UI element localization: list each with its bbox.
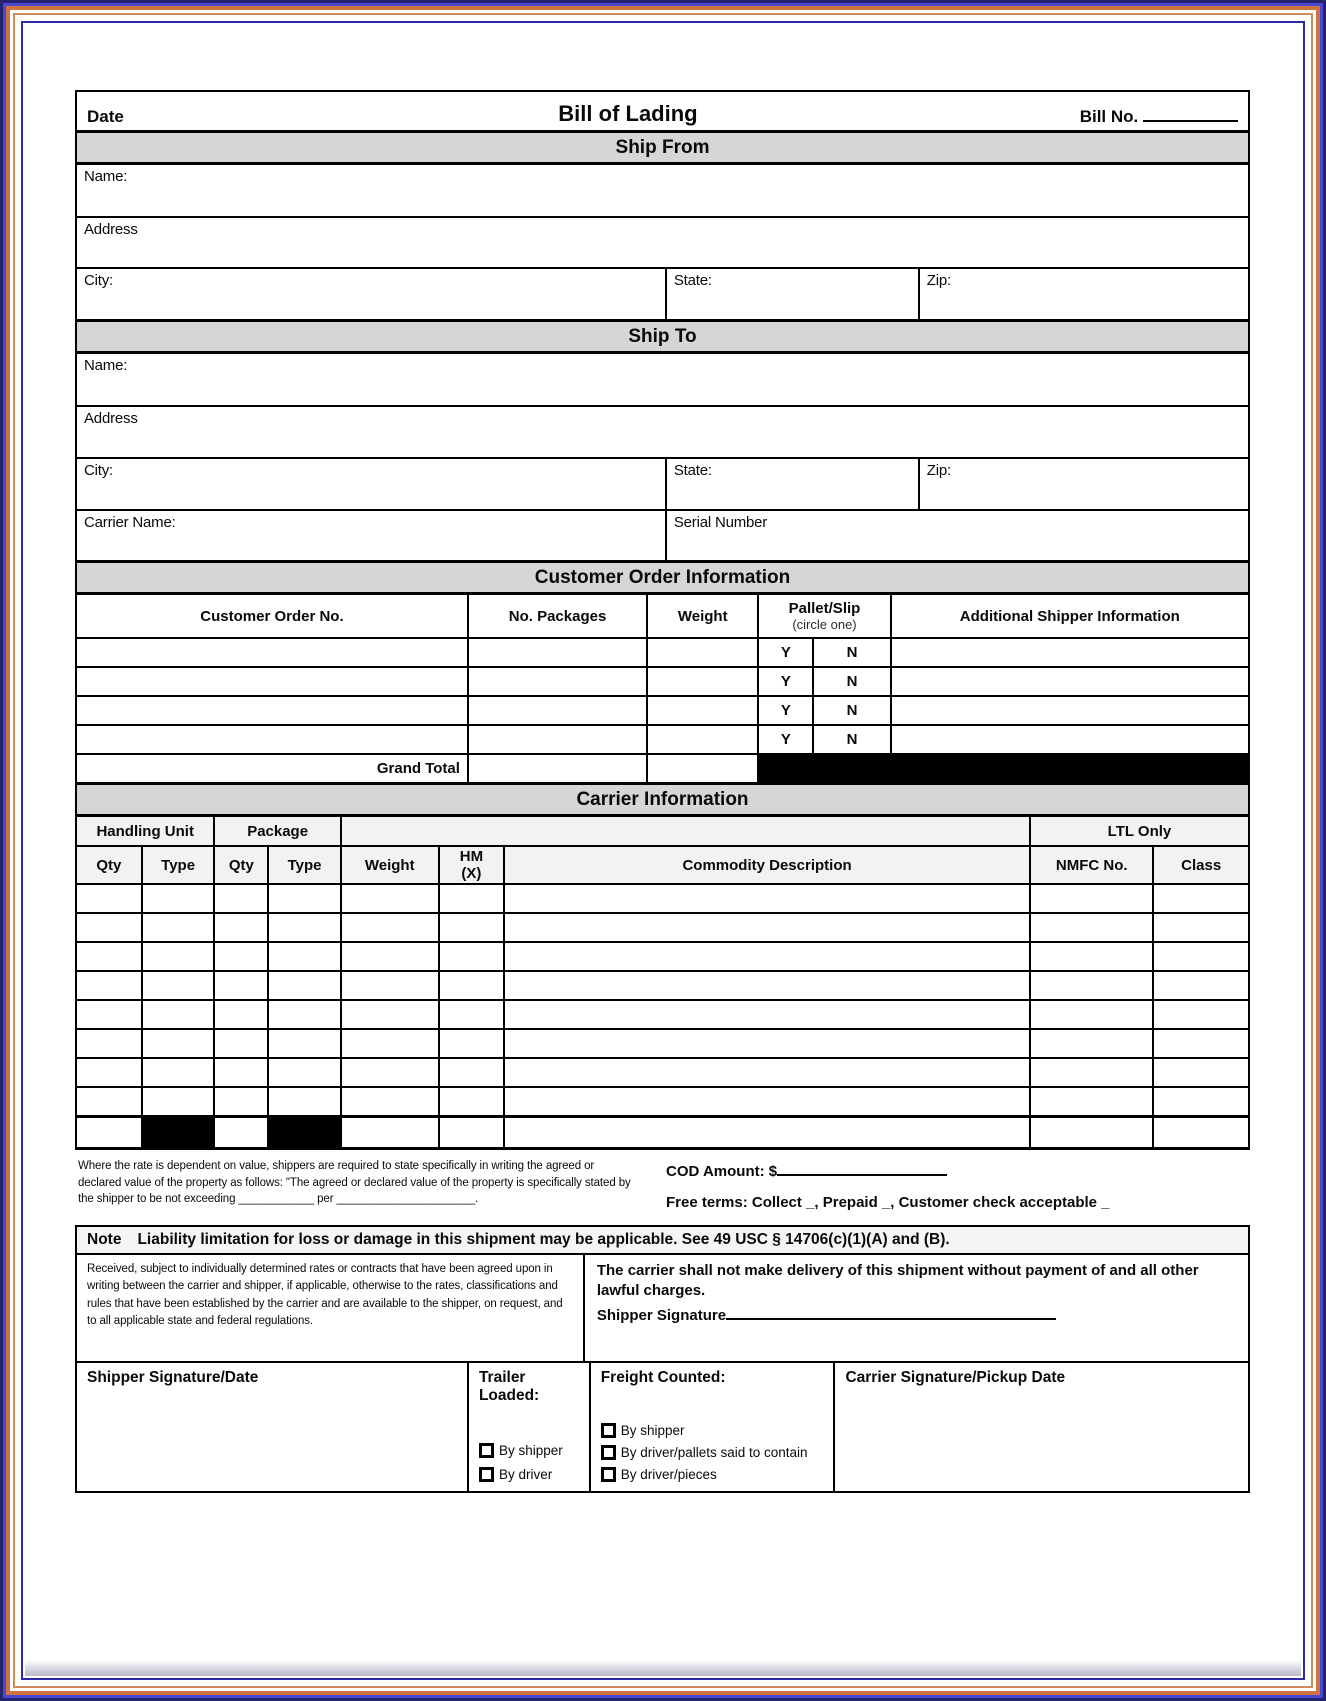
- note-text: Liability limitation for loss or damage in this shipment may be applicable. See 49 USC § 14706(c)(1)(A) and (B).: [137, 1231, 950, 1248]
- type-field[interactable]: [141, 1001, 214, 1028]
- carrier-signature-pickup-cell[interactable]: [833, 1363, 1248, 1491]
- terms-row: [77, 1255, 1248, 1361]
- col-header-hm: HM: [459, 848, 484, 865]
- type-field[interactable]: [267, 1088, 340, 1115]
- type-field[interactable]: [141, 1030, 214, 1057]
- trailer-loaded-options: [479, 1443, 579, 1482]
- table-row: [77, 354, 1248, 405]
- checkbox-icon[interactable]: [601, 1445, 616, 1460]
- carrier-row: [77, 1086, 1248, 1115]
- page-title: Bill of Lading: [558, 101, 698, 126]
- col-header-nmfc: NMFC No.: [1055, 856, 1128, 874]
- type-field[interactable]: [267, 943, 340, 970]
- qty-field[interactable]: [77, 972, 141, 999]
- table-row: [77, 267, 1248, 319]
- nmfc-field[interactable]: [1029, 1088, 1153, 1115]
- ship-from-city-field[interactable]: [77, 269, 665, 319]
- bill-no-label: Bill No.: [893, 107, 1238, 127]
- grand-total-row: [77, 753, 1248, 782]
- col-header-additional-info: Additional Shipper Information: [959, 607, 1180, 625]
- qty-field[interactable]: [213, 1001, 267, 1028]
- address-label: Address: [84, 221, 138, 238]
- order-no-field[interactable]: [77, 697, 467, 724]
- declared-value-zone: [75, 1150, 1250, 1225]
- hm-field[interactable]: [438, 1088, 504, 1115]
- carrier-row: [77, 970, 1248, 999]
- weight-field[interactable]: [340, 914, 438, 941]
- qty-field[interactable]: [77, 1088, 141, 1115]
- hm-field: [438, 1118, 504, 1147]
- carrier-row: [77, 1057, 1248, 1086]
- qty-field[interactable]: [213, 914, 267, 941]
- hm-field[interactable]: [438, 1059, 504, 1086]
- cod-amount-field[interactable]: [777, 1162, 947, 1176]
- col-header-packages: No. Packages: [508, 607, 607, 625]
- freight-counted-options: [601, 1423, 824, 1482]
- commodity-field[interactable]: [503, 1030, 1029, 1057]
- pallet-yes-option[interactable]: Y: [757, 726, 812, 753]
- serial-number-field[interactable]: [665, 511, 1248, 560]
- col-header-qty: Qty: [96, 856, 122, 874]
- nmfc-field[interactable]: [1029, 885, 1153, 912]
- type-field[interactable]: [267, 1001, 340, 1028]
- group-header-package: Package: [213, 817, 339, 845]
- additional-info-field[interactable]: [890, 668, 1248, 695]
- col-header-pallet-slip: Pallet/Slip: [788, 600, 861, 617]
- checkbox-label: By shipper: [620, 1423, 685, 1438]
- qty-field[interactable]: [213, 943, 267, 970]
- free-terms-line[interactable]: Free terms: Collect _, Prepaid _, Customer check acceptable _: [666, 1194, 1110, 1211]
- section-bar-ship-to: Ship To: [77, 319, 1248, 354]
- class-field[interactable]: [1152, 1001, 1247, 1028]
- commodity-field[interactable]: [503, 885, 1029, 912]
- main-table: [75, 90, 1250, 1150]
- col-header-weight: Weight: [677, 607, 728, 625]
- city-label: City:: [84, 272, 114, 289]
- carrier-column-header-row: [77, 845, 1248, 883]
- carrier-row: [77, 912, 1248, 941]
- checkbox-icon[interactable]: [479, 1467, 494, 1482]
- col-header-order-no: Customer Order No.: [200, 607, 344, 625]
- shipper-signature-date-label: Shipper Signature/Date: [87, 1369, 259, 1386]
- weight-field[interactable]: [646, 639, 757, 666]
- table-row: [77, 165, 1248, 216]
- packages-field[interactable]: [467, 639, 646, 666]
- commodity-field[interactable]: [503, 972, 1029, 999]
- order-no-field[interactable]: [77, 668, 467, 695]
- nmfc-field[interactable]: [1029, 1030, 1153, 1057]
- nmfc-field[interactable]: [1029, 1059, 1153, 1086]
- shipper-signature-field[interactable]: [726, 1306, 1056, 1320]
- weight-field[interactable]: [646, 697, 757, 724]
- grand-total-label: Grand Total: [376, 760, 460, 777]
- date-label: Date: [87, 107, 124, 126]
- note-label: Note: [87, 1231, 122, 1248]
- type-field[interactable]: [267, 1030, 340, 1057]
- shipper-signature-line: Shipper Signature: [597, 1306, 1236, 1326]
- freight-counted-cell: [589, 1363, 834, 1491]
- checkbox-label: By driver/pallets said to contain: [620, 1445, 808, 1460]
- group-header-handling-unit: Handling Unit: [96, 822, 194, 840]
- table-row: [77, 405, 1248, 457]
- checkbox-label: By driver: [498, 1467, 553, 1482]
- ship-from-zip-field[interactable]: [918, 269, 1248, 319]
- class-field[interactable]: [1152, 1059, 1247, 1086]
- ship-from-state-field[interactable]: [665, 269, 918, 319]
- freight-by-driver-pallets-option[interactable]: [601, 1445, 824, 1460]
- commodity-field[interactable]: [503, 1059, 1029, 1086]
- class-field[interactable]: [1152, 885, 1247, 912]
- qty-field[interactable]: [213, 1088, 267, 1115]
- section-bar-ship-from: Ship From: [77, 130, 1248, 165]
- nmfc-field[interactable]: [1029, 943, 1153, 970]
- weight-field[interactable]: [646, 668, 757, 695]
- commodity-field[interactable]: [503, 914, 1029, 941]
- order-no-field[interactable]: [77, 726, 467, 753]
- ship-to-zip-field[interactable]: [918, 459, 1248, 509]
- checkbox-icon[interactable]: [601, 1467, 616, 1482]
- pallet-yes-option[interactable]: Y: [757, 639, 812, 666]
- serial-number-label: Serial Number: [673, 514, 768, 531]
- grand-total-weight-field[interactable]: [646, 755, 757, 782]
- declared-value-text: Where the rate is dependent on value, shippers are required to state specifically in writing the agreed or declared value of the property as follows: "The agreed or declared value of the property is specifically stated by the shipper to be not exceeding ____________ per ______________________.: [78, 1160, 631, 1206]
- form-header-row: [77, 92, 1248, 130]
- qty-field[interactable]: [213, 1030, 267, 1057]
- additional-info-field[interactable]: [890, 726, 1248, 753]
- customer-order-header-row: [77, 595, 1248, 637]
- freight-counted-label: Freight Counted:: [600, 1369, 726, 1386]
- bill-no-field[interactable]: [1143, 108, 1238, 122]
- carrier-signature-pickup-label: Carrier Signature/Pickup Date: [845, 1369, 1066, 1386]
- nmfc-field: [1029, 1118, 1153, 1147]
- table-row: [77, 509, 1248, 560]
- freight-by-driver-pieces-option[interactable]: [601, 1467, 824, 1482]
- terms-signature-block: [75, 1255, 1250, 1493]
- pallet-yes-option[interactable]: Y: [757, 668, 812, 695]
- checkbox-icon[interactable]: [601, 1423, 616, 1438]
- type-field[interactable]: [141, 885, 214, 912]
- shipper-signature-date-cell[interactable]: [77, 1363, 467, 1491]
- section-bar-customer-order: Customer Order Information: [77, 560, 1248, 595]
- additional-info-field[interactable]: [890, 697, 1248, 724]
- col-header-circle-one: (circle one): [792, 617, 857, 632]
- type-field[interactable]: [141, 1059, 214, 1086]
- qty-field[interactable]: [213, 885, 267, 912]
- customer-order-row: [77, 637, 1248, 666]
- nmfc-field[interactable]: [1029, 972, 1153, 999]
- state-label: State:: [673, 272, 712, 289]
- nmfc-field[interactable]: [1029, 914, 1153, 941]
- class-field[interactable]: [1152, 972, 1247, 999]
- col-header-type: Type: [287, 856, 322, 874]
- weight-field[interactable]: [340, 972, 438, 999]
- name-label: Name:: [84, 168, 128, 185]
- type-field[interactable]: [267, 914, 340, 941]
- additional-info-field[interactable]: [890, 639, 1248, 666]
- packages-field[interactable]: [467, 726, 646, 753]
- class-field[interactable]: [1152, 1030, 1247, 1057]
- hm-field[interactable]: [438, 1001, 504, 1028]
- grand-total-packages-field[interactable]: [467, 755, 646, 782]
- liability-note-bar: [75, 1225, 1250, 1255]
- page-bottom-shade: [25, 1660, 1301, 1676]
- signature-row: [77, 1361, 1248, 1491]
- carrier-group-header-row: [77, 817, 1248, 845]
- section-bar-carrier: Carrier Information: [77, 782, 1248, 817]
- pallet-yes-option[interactable]: Y: [757, 697, 812, 724]
- blacked-out-cell: [141, 1118, 214, 1147]
- qty-field[interactable]: [213, 1059, 267, 1086]
- carrier-row: [77, 941, 1248, 970]
- qty-field: [77, 1118, 141, 1147]
- carrier-blackout-row: [77, 1115, 1248, 1147]
- type-field[interactable]: [141, 943, 214, 970]
- carrier-delivery-text: The carrier shall not make delivery of this shipment without payment of and all other lawful charges.: [596, 1262, 1199, 1300]
- customer-order-row: [77, 695, 1248, 724]
- qty-field: [213, 1118, 267, 1147]
- weight-field: [340, 1118, 438, 1147]
- weight-field[interactable]: [340, 1030, 438, 1057]
- blacked-out-cell: [757, 755, 1248, 782]
- blacked-out-cell: [267, 1118, 340, 1147]
- trailer-loaded-cell: [467, 1363, 589, 1491]
- zip-label: Zip:: [926, 462, 951, 479]
- type-field[interactable]: [267, 885, 340, 912]
- weight-field[interactable]: [340, 885, 438, 912]
- type-field[interactable]: [267, 972, 340, 999]
- qty-field[interactable]: [77, 1030, 141, 1057]
- commodity-field[interactable]: [503, 1001, 1029, 1028]
- carrier-row: [77, 999, 1248, 1028]
- carrier-delivery-cell: [583, 1255, 1248, 1361]
- commodity-field[interactable]: [503, 1088, 1029, 1115]
- weight-field[interactable]: [340, 1001, 438, 1028]
- table-row: [77, 216, 1248, 267]
- trailer-by-shipper-option[interactable]: [479, 1443, 579, 1458]
- hm-field[interactable]: [438, 885, 504, 912]
- commodity-field: [503, 1118, 1029, 1147]
- ship-to-name-field[interactable]: [77, 354, 1248, 405]
- type-field[interactable]: [141, 914, 214, 941]
- carrier-row: [77, 1028, 1248, 1057]
- type-field[interactable]: [267, 1059, 340, 1086]
- freight-by-shipper-option[interactable]: [601, 1423, 824, 1438]
- checkbox-icon[interactable]: [479, 1443, 494, 1458]
- checkbox-label: By shipper: [498, 1443, 563, 1458]
- carrier-name-label: Carrier Name:: [84, 514, 176, 531]
- carrier-name-field[interactable]: [77, 511, 665, 560]
- qty-field[interactable]: [77, 885, 141, 912]
- weight-field[interactable]: [340, 1088, 438, 1115]
- customer-order-row: [77, 724, 1248, 753]
- class-field: [1152, 1118, 1247, 1147]
- checkbox-label: By driver/pieces: [620, 1467, 717, 1482]
- weight-field[interactable]: [646, 726, 757, 753]
- qty-field[interactable]: [77, 1001, 141, 1028]
- ship-from-address-field[interactable]: [77, 218, 1248, 267]
- class-field[interactable]: [1152, 914, 1247, 941]
- weight-field[interactable]: [340, 943, 438, 970]
- hm-field[interactable]: [438, 1030, 504, 1057]
- pallet-no-option[interactable]: N: [812, 726, 889, 753]
- col-header-hm-x: (X): [461, 865, 482, 882]
- ship-from-name-field[interactable]: [77, 165, 1248, 216]
- charges-block: [666, 1158, 1110, 1225]
- table-row: [77, 457, 1248, 509]
- qty-field[interactable]: [77, 1059, 141, 1086]
- hm-field[interactable]: [438, 972, 504, 999]
- col-header-weight: Weight: [364, 856, 415, 874]
- col-header-type: Type: [161, 856, 196, 874]
- customer-order-row: [77, 666, 1248, 695]
- zip-label: Zip:: [926, 272, 951, 289]
- ship-to-city-field[interactable]: [77, 459, 665, 509]
- col-header-commodity: Commodity Description: [682, 856, 852, 874]
- qty-field[interactable]: [77, 914, 141, 941]
- col-header-qty: Qty: [228, 856, 254, 874]
- address-label: Address: [84, 410, 138, 427]
- ship-to-state-field[interactable]: [665, 459, 918, 509]
- type-field[interactable]: [141, 1088, 214, 1115]
- received-terms-text: Received, subject to individually determined rates or contracts that have been agreed upon in writing between the carrier and shipper, if applicable, otherwise to the rates, classifications and rules that have been established by the carrier and are available to the shipper, on request, and to all applicable state and federal regulations.: [87, 1263, 563, 1327]
- qty-field[interactable]: [213, 972, 267, 999]
- qty-field[interactable]: [77, 943, 141, 970]
- group-header-ltl-only: LTL Only: [1029, 817, 1248, 845]
- hm-field[interactable]: [438, 914, 504, 941]
- col-header-class: Class: [1181, 856, 1222, 874]
- weight-field[interactable]: [340, 1059, 438, 1086]
- pallet-no-option[interactable]: N: [812, 697, 889, 724]
- trailer-loaded-label: Trailer Loaded:: [478, 1369, 540, 1404]
- ship-to-address-field[interactable]: [77, 407, 1248, 457]
- group-header-spacer: [340, 817, 1029, 845]
- carrier-row: [77, 883, 1248, 912]
- commodity-field[interactable]: [503, 943, 1029, 970]
- hm-field[interactable]: [438, 943, 504, 970]
- pallet-no-option[interactable]: N: [812, 639, 889, 666]
- class-field[interactable]: [1152, 1088, 1247, 1115]
- bill-of-lading-form: [75, 90, 1250, 1493]
- nmfc-field[interactable]: [1029, 1001, 1153, 1028]
- packages-field[interactable]: [467, 668, 646, 695]
- trailer-by-driver-option[interactable]: [479, 1467, 579, 1482]
- state-label: State:: [673, 462, 712, 479]
- order-no-field[interactable]: [77, 639, 467, 666]
- city-label: City:: [84, 462, 114, 479]
- packages-field[interactable]: [467, 697, 646, 724]
- cod-amount-line: COD Amount: $: [666, 1162, 1110, 1180]
- class-field[interactable]: [1152, 943, 1247, 970]
- pallet-no-option[interactable]: N: [812, 668, 889, 695]
- type-field[interactable]: [141, 972, 214, 999]
- name-label: Name:: [84, 357, 128, 374]
